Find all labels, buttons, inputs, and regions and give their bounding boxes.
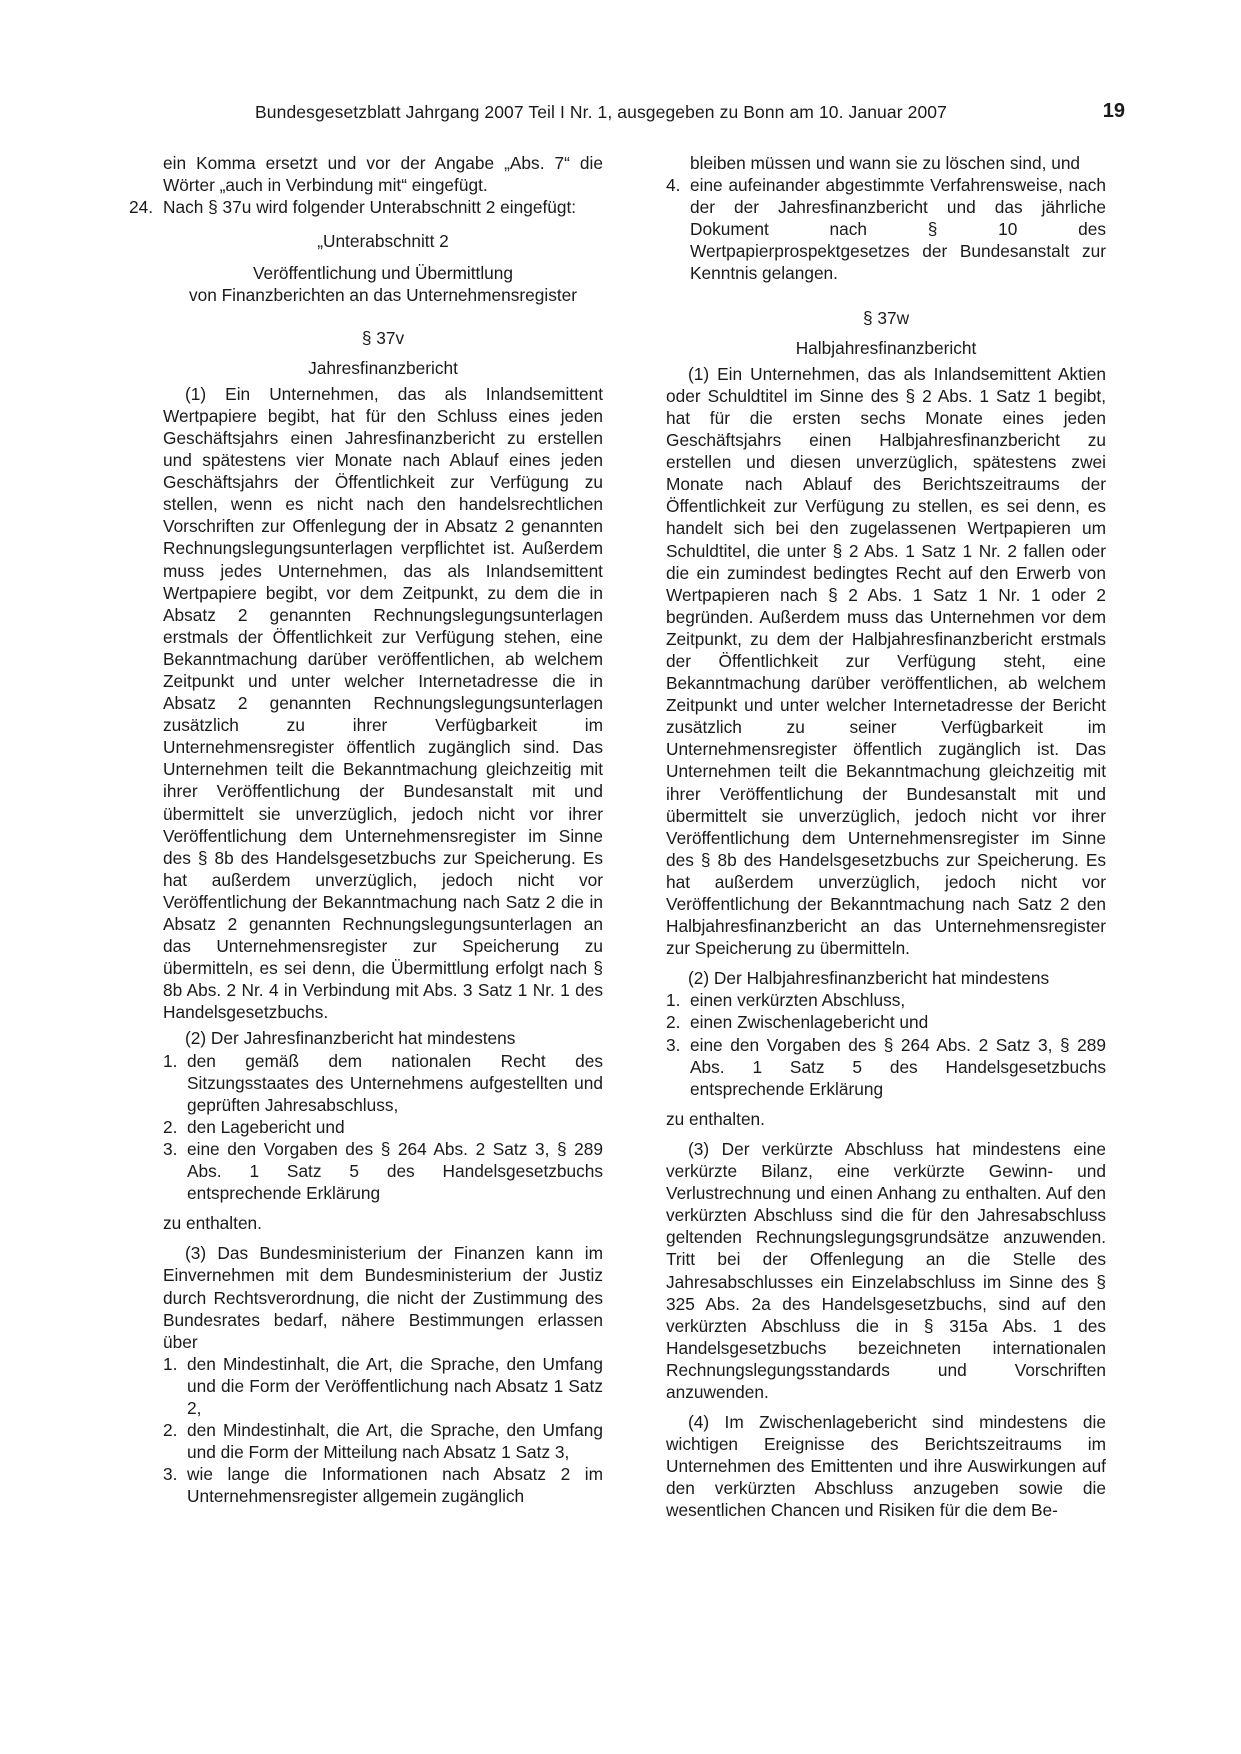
item-text: einen verkürzten Abschluss, bbox=[690, 990, 906, 1011]
item-text: wie lange die Informationen nach Absatz 2 im Unternehmensregister allgemein zugänglich bbox=[187, 1464, 603, 1507]
paragraph-2-close: zu enthalten. bbox=[666, 1108, 765, 1129]
intro-text: ein Komma ersetzt und vor der Angabe „Abs. 7“ die Wörter „auch in Verbindung mit“ eingefügt. bbox=[163, 153, 603, 196]
item-number: 4. bbox=[666, 175, 681, 196]
paragraph-1: (1) Ein Unternehmen, das als Inlandsemittent Aktien oder Schuldtitel im Sinne des § 2 Abs. 1 Satz 1 begibt, hat für die ersten sechs Monate eines jeden Geschäftsjahrs einen Halbjahresfinanzbericht zu erstellen und diesen unverzüglich, spätestens zwei Monate nach Ablauf des Berichtszeitraums der Öffentlichkeit zur Verfügung zu stellen, es sei denn, es handelt sich bei den zugelassenen Wertpapieren um Schuldtitel, die unter § 2 Abs. 1 Satz 1 Nr. 2 fallen oder die ein zumindest bedingtes Recht auf den Erwerb von Wertpapieren nach § 2 Abs. 1 Satz 1 Nr. 1 oder 2 begründen. Außerdem muss das Unternehmen vor dem Zeitpunkt, zu dem der Halbjahresfinanzbericht erstmals der Öffentlichkeit zur Verfügung steht, eine Bekanntmachung darüber veröffentlichen, ab welchem Zeitpunkt und unter welcher Internetadresse der Bericht zusätzlich zu seiner Verfügbarkeit im Unternehmensregister öffentlich zugänglich ist. Das Unternehmen teilt die Bekanntmachung gleichzeitig mit ihrer Veröffentlichung der Bundesanstalt mit und übermittelt sie unverzüglich, jedoch nicht vor ihrer Veröffentlichung dem Unternehmensregister im Sinne des § 8b des Handelsgesetzbuchs zur Speicherung. Es hat außerdem unverzüglich, jedoch nicht vor Veröffentlichung der Bekanntmachung nach Satz 2 den Halbjahresfinanzbericht an das Unternehmensregister zur Speicherung zu übermitteln. bbox=[666, 363, 1106, 959]
paragraph-1: (1) Ein Unternehmen, das als Inlandsemittent Wertpapiere begibt, hat für den Schluss eines jeden Geschäftsjahrs einen Jahresfinanzbericht zu erstellen und spätestens vier Monate nach Ablauf eines jeden Geschäftsjahrs der Öffentlichkeit zur Verfügung zu stellen, wenn es nicht nach den handelsrechtlichen Vorschriften zur Offenlegung der in Absatz 2 genannten Rechnungslegungsunterlagen verpflichtet ist. Außerdem muss jedes Unternehmen, das als Inlandsemittent Wertpapiere begibt, vor dem Zeitpunkt, zu dem die in Absatz 2 genannten Rechnungslegungsunterlagen erstmals der Öffentlichkeit zur Verfügung stehen, eine Bekanntmachung darüber veröffentlichen, ab welchem Zeitpunkt und unter welcher Internetadresse die in Absatz 2 genannten Rechnungslegungsunterlagen zusätzlich zu ihrer Verfügbarkeit im Unternehmensregister öffentlich zugänglich sind. Das Unternehmen teilt die Bekanntmachung gleichzeitig mit ihrer Veröffentlichung der Bundesanstalt mit und übermittelt sie unverzüglich, jedoch nicht vor ihrer Veröffentlichung dem Unternehmensregister im Sinne des § 8b des Handelsgesetzbuchs zur Speicherung. Es hat außerdem unverzüglich, jedoch nicht vor Veröffentlichung der Bekanntmachung nach Satz 2 die in Absatz 2 genannten Rechnungslegungsunterlagen an das Unternehmensregister zur Speicherung zu übermitteln, es sei denn, die Übermittlung erfolgt nach § 8b Abs. 2 Nr. 4 in Verbindung mit Abs. 3 Satz 1 Nr. 1 des Handelsgesetzbuchs. bbox=[163, 383, 603, 1023]
item-text: eine den Vorgaben des § 264 Abs. 2 Satz 3, § 289 Abs. 1 Satz 5 des Handelsgesetzbuchs entsprechende Erklärung bbox=[690, 1034, 1106, 1099]
item-text: einen Zwischenlagebericht und bbox=[690, 1012, 929, 1033]
list-item bbox=[666, 989, 1106, 1011]
paragraph-3: (3) Der verkürzte Abschluss hat mindestens eine verkürzte Bilanz, eine verkürzte Gewinn- und Verlustrechnung und einen Anhang zu enthalten. Auf den verkürzten Abschluss sind die für den Jahresabschluss geltenden Rechnungslegungsgrundsätze anzuwenden. Tritt bei der Offenlegung an die Stelle des Jahresabschlusses ein Einzelabschluss im Sinne des § 325 Abs. 2a des Handelsgesetzbuchs, sind auf den verkürzten Abschluss die in § 315a Abs. 1 des Handelsgesetzbuchs bezeichneten internationalen Rechnungslegungsstandards und Vorschriften anzuwenden. bbox=[666, 1138, 1106, 1402]
subsection-heading-line1: Veröffentlichung und Übermittlung bbox=[252, 263, 514, 284]
section-title: Jahresfinanzbericht bbox=[308, 357, 458, 378]
list-item bbox=[163, 1353, 603, 1419]
list-item-24 bbox=[129, 196, 603, 218]
paragraph-2: (2) Der Halbjahresfinanzbericht hat mindestens bbox=[688, 968, 1050, 989]
list-item bbox=[666, 174, 1106, 284]
paragraph-4: (4) Im Zwischenlagebericht sind mindestens die wichtigen Ereignisse des Berichtszeitraums im Unternehmen des Emittenten und ihre Auswirkungen auf den verkürzten Abschluss anzugeben sowie die wesentlichen Chancen und Risiken für die dem Be- bbox=[666, 1412, 1106, 1521]
item-number: 1. bbox=[163, 1050, 178, 1071]
page-header bbox=[255, 100, 1125, 126]
item-text: den Mindestinhalt, die Art, die Sprache, den Umfang und die Form der Veröffentlichung nach Absatz 1 Satz 2, bbox=[187, 1353, 603, 1418]
item-number: 3. bbox=[163, 1138, 178, 1159]
list-item bbox=[163, 1463, 603, 1507]
item-number: 24. bbox=[129, 197, 154, 218]
section-number: § 37w bbox=[862, 307, 910, 328]
item-3-continuation: bleiben müssen und wann sie zu löschen sind, und bbox=[690, 153, 1081, 173]
list-item bbox=[163, 1138, 603, 1204]
section-title: Halbjahresfinanzbericht bbox=[795, 337, 977, 358]
subsection-title: „Unterabschnitt 2 bbox=[317, 231, 449, 252]
item-text: Nach § 37u wird folgender Unterabschnitt 2 eingefügt: bbox=[163, 197, 577, 218]
list-item bbox=[163, 1116, 603, 1138]
item-text: den Mindestinhalt, die Art, die Sprache, den Umfang und die Form der Mitteilung nach Absatz 1 Satz 3, bbox=[187, 1420, 603, 1463]
left-column bbox=[129, 152, 603, 1507]
item-number: 2. bbox=[163, 1420, 178, 1441]
item-text: den gemäß dem nationalen Recht des Sitzungsstaates des Unternehmens aufgestellten und geprüften Jahresabschluss, bbox=[187, 1050, 603, 1115]
item-number: 2. bbox=[163, 1116, 178, 1137]
page-number: 19 bbox=[1102, 100, 1125, 122]
gazette-header-text: Bundesgesetzblatt Jahrgang 2007 Teil I Nr. 1, ausgegeben zu Bonn am 10. Januar 2007 bbox=[255, 102, 947, 122]
item-text: eine den Vorgaben des § 264 Abs. 2 Satz 3, § 289 Abs. 1 Satz 5 des Handelsgesetzbuchs entsprechende Erklärung bbox=[187, 1138, 603, 1204]
item-number: 3. bbox=[666, 1034, 681, 1055]
paragraph-2: (2) Der Jahresfinanzbericht hat mindestens bbox=[185, 1028, 516, 1049]
list-item bbox=[163, 1050, 603, 1116]
subsection-heading-line2: von Finanzberichten an das Unternehmensregister bbox=[188, 285, 578, 306]
item-text: den Lagebericht und bbox=[187, 1116, 345, 1137]
item-number: 1. bbox=[163, 1353, 178, 1374]
paragraph-2-close: zu enthalten. bbox=[163, 1213, 262, 1234]
list-item bbox=[163, 1419, 603, 1463]
item-number: 3. bbox=[163, 1464, 178, 1485]
paragraph-3: (3) Das Bundesministerium der Finanzen kann im Einvernehmen mit dem Bundesministerium der Justiz durch Rechtsverordnung, die nicht der Zustimmung des Bundesrates bedarf, nähere Bestimmungen erlassen über bbox=[163, 1243, 603, 1352]
list-item bbox=[666, 1011, 1106, 1033]
section-number: § 37v bbox=[361, 327, 405, 348]
right-column bbox=[666, 152, 1106, 1522]
item-text: eine aufeinander abgestimmte Verfahrensweise, nach der der Jahresfinanzbericht und das jährliche Dokument nach § 10 des Wertpapierprospektgesetzes der Bundesanstalt zur Kenntnis gelangen. bbox=[690, 175, 1106, 284]
list-item bbox=[666, 1034, 1106, 1100]
item-number: 2. bbox=[666, 1012, 681, 1033]
item-number: 1. bbox=[666, 990, 681, 1011]
